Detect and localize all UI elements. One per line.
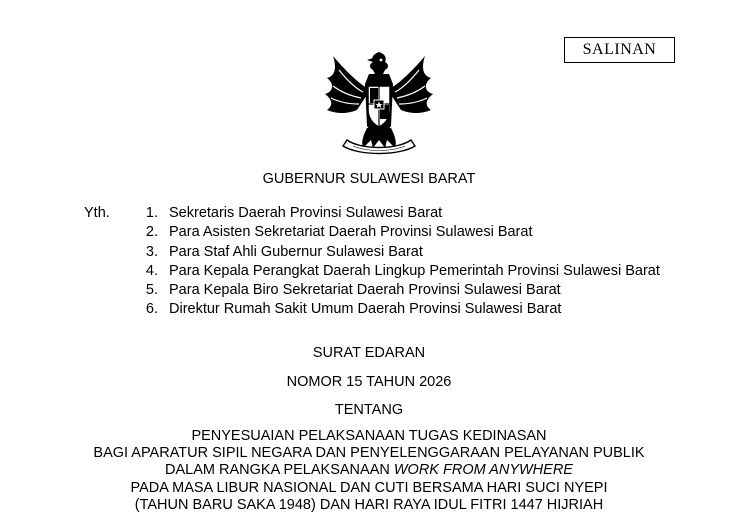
list-item-text: Para Staf Ahli Gubernur Sulawesi Barat xyxy=(169,243,423,260)
list-item-text: Direktur Rumah Sakit Umum Daerah Provinsi Sulawesi Barat xyxy=(169,301,562,318)
list-item-text: Para Kepala Perangkat Daerah Lingkup Pemerintah Provinsi Sulawesi Barat xyxy=(169,262,660,279)
subject-italic-text: WORK FROM ANYWHERE xyxy=(393,462,573,479)
recipient-prefix: Yth. xyxy=(84,205,110,221)
letter-subject xyxy=(0,428,738,514)
letter-number: NOMOR 15 TAHUN 2026 xyxy=(286,374,452,390)
list-item-number: 2. xyxy=(145,224,158,241)
list-item-text: Sekretaris Daerah Provinsi Sulawesi Barat xyxy=(169,205,443,221)
list-item-number: 5. xyxy=(145,282,158,299)
salinan-label: SALINAN xyxy=(582,41,657,58)
list-item-text: Para Asisten Sekretariat Daerah Provinsi Sulawesi Barat xyxy=(169,224,533,241)
subject-line: BAGI APARATUR SIPIL NEGARA DAN PENYELENGGARAAN PELAYANAN PUBLIK xyxy=(93,445,645,462)
subject-line: PADA MASA LIBUR NASIONAL DAN CUTI BERSAMA HARI SUCI NYEPI xyxy=(130,479,608,496)
governor-heading: GUBERNUR SULAWESI BARAT xyxy=(262,171,476,187)
subject-text: DALAM RANGKA PELAKSANAAN xyxy=(165,462,394,479)
list-item-text: Para Kepala Biro Sekretariat Daerah Provinsi Sulawesi Barat xyxy=(169,282,561,299)
garuda-emblem-icon xyxy=(323,48,435,158)
letter-type: SURAT EDARAN xyxy=(312,345,426,361)
list-item-number: 4. xyxy=(145,262,158,279)
list-item xyxy=(84,300,660,319)
list-item-number: 1. xyxy=(145,205,158,221)
list-item xyxy=(84,243,660,262)
subject-line: PENYESUAIAN PELAKSANAAN TUGAS KEDINASAN xyxy=(191,428,547,444)
recipient-list xyxy=(84,204,660,320)
list-item-number: 6. xyxy=(145,301,158,318)
list-item xyxy=(84,281,660,300)
subject-line: (TAHUN BARU SAKA 1948) DAN HARI RAYA IDUL FITRI 1447 HIJRIAH xyxy=(134,496,604,513)
list-item xyxy=(84,262,660,281)
subject-line xyxy=(0,462,738,479)
list-item-number: 3. xyxy=(145,243,158,260)
list-item xyxy=(84,223,660,242)
salinan-stamp xyxy=(564,37,675,63)
letter-about: TENTANG xyxy=(334,402,404,418)
list-item xyxy=(84,204,660,223)
